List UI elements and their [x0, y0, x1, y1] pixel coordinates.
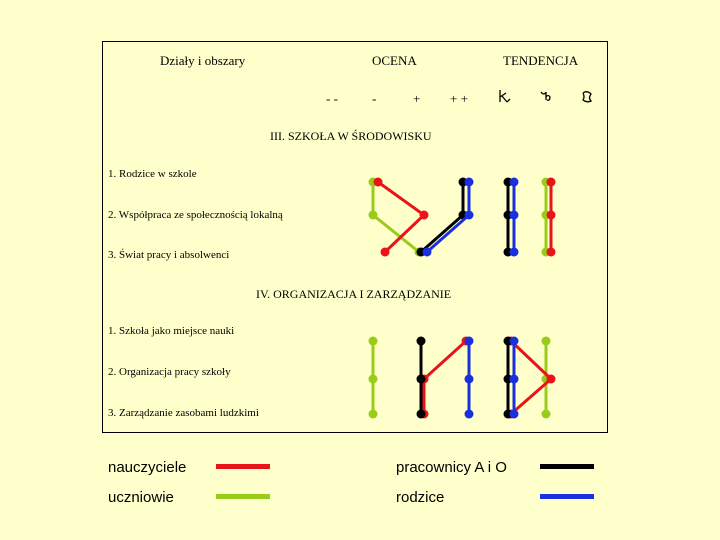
row-label: 1. Rodzice w szkole	[108, 168, 197, 180]
ocena-rodzice-point	[465, 337, 474, 346]
ocena-nauczyciele-point	[381, 248, 390, 257]
legend-swatch-teachers	[216, 464, 270, 469]
header-tendencja: TENDENCJA	[503, 53, 579, 68]
legend-label-teachers: nauczyciele	[108, 459, 187, 476]
tendencja-uczniowie-point	[542, 337, 551, 346]
header-areas: Działy i obszary	[160, 53, 246, 68]
tendencja-rodzice-point	[510, 337, 519, 346]
scale-very-low: - -	[326, 91, 338, 106]
section-title-3: III. SZKOŁA W ŚRODOWISKU	[270, 129, 432, 143]
row-label: 3. Świat pracy i absolwenci	[108, 249, 230, 261]
tendencja-nauczyciele-point	[547, 248, 556, 257]
ocena-rodzice-point	[465, 178, 474, 187]
legend-swatch-staff	[540, 464, 594, 469]
legend-label-students: uczniowie	[108, 489, 174, 506]
scale-high: +	[413, 91, 421, 106]
ocena-rodzice-point	[423, 248, 432, 257]
scale-very-high: + +	[450, 91, 468, 106]
scale-low: -	[372, 91, 377, 106]
ocena-nauczyciele-line	[378, 182, 424, 252]
ocena-rodzice-point	[465, 211, 474, 220]
ocena-nauczyciele-point	[420, 211, 429, 220]
row-label: 2. Organizacja pracy szkoły	[108, 366, 231, 378]
row-label: 3. Zarządzanie zasobami ludzkimi	[108, 407, 259, 419]
ocena-nauczyciele-line	[424, 341, 466, 414]
legend-label-parents: rodzice	[396, 489, 445, 506]
ocena-pracownicy-point	[417, 375, 426, 384]
tendencja-rodzice-point	[510, 178, 519, 187]
ocena-uczniowie-point	[369, 410, 378, 419]
legend-swatch-parents	[540, 494, 594, 499]
tendencja-rodzice-point	[510, 410, 519, 419]
tendencja-rodzice-point	[510, 248, 519, 257]
legend-swatch-students	[216, 494, 270, 499]
ocena-uczniowie-point	[369, 211, 378, 220]
tendencja-rodzice-point	[510, 211, 519, 220]
ocena-pracownicy-point	[417, 410, 426, 419]
header-ocena: OCENA	[372, 53, 417, 68]
ocena-pracownicy-point	[417, 337, 426, 346]
ocena-uczniowie-point	[369, 337, 378, 346]
row-label: 2. Współpraca ze społecznością lokalną	[108, 209, 283, 221]
tendencja-uczniowie-point	[542, 410, 551, 419]
section-title-4: IV. ORGANIZACJA I ZARZĄDZANIE	[256, 287, 452, 301]
tendencja-nauczyciele-point	[547, 375, 556, 384]
ocena-nauczyciele-point	[374, 178, 383, 187]
tendencja-nauczyciele-point	[547, 178, 556, 187]
ocena-rodzice-point	[465, 410, 474, 419]
row-label: 1. Szkoła jako miejsce nauki	[108, 325, 235, 337]
legend-label-staff: pracownicy A i O	[396, 459, 507, 476]
tendencja-nauczyciele-point	[547, 211, 556, 220]
tendencja-rodzice-point	[510, 375, 519, 384]
ocena-uczniowie-point	[369, 375, 378, 384]
ocena-rodzice-point	[465, 375, 474, 384]
